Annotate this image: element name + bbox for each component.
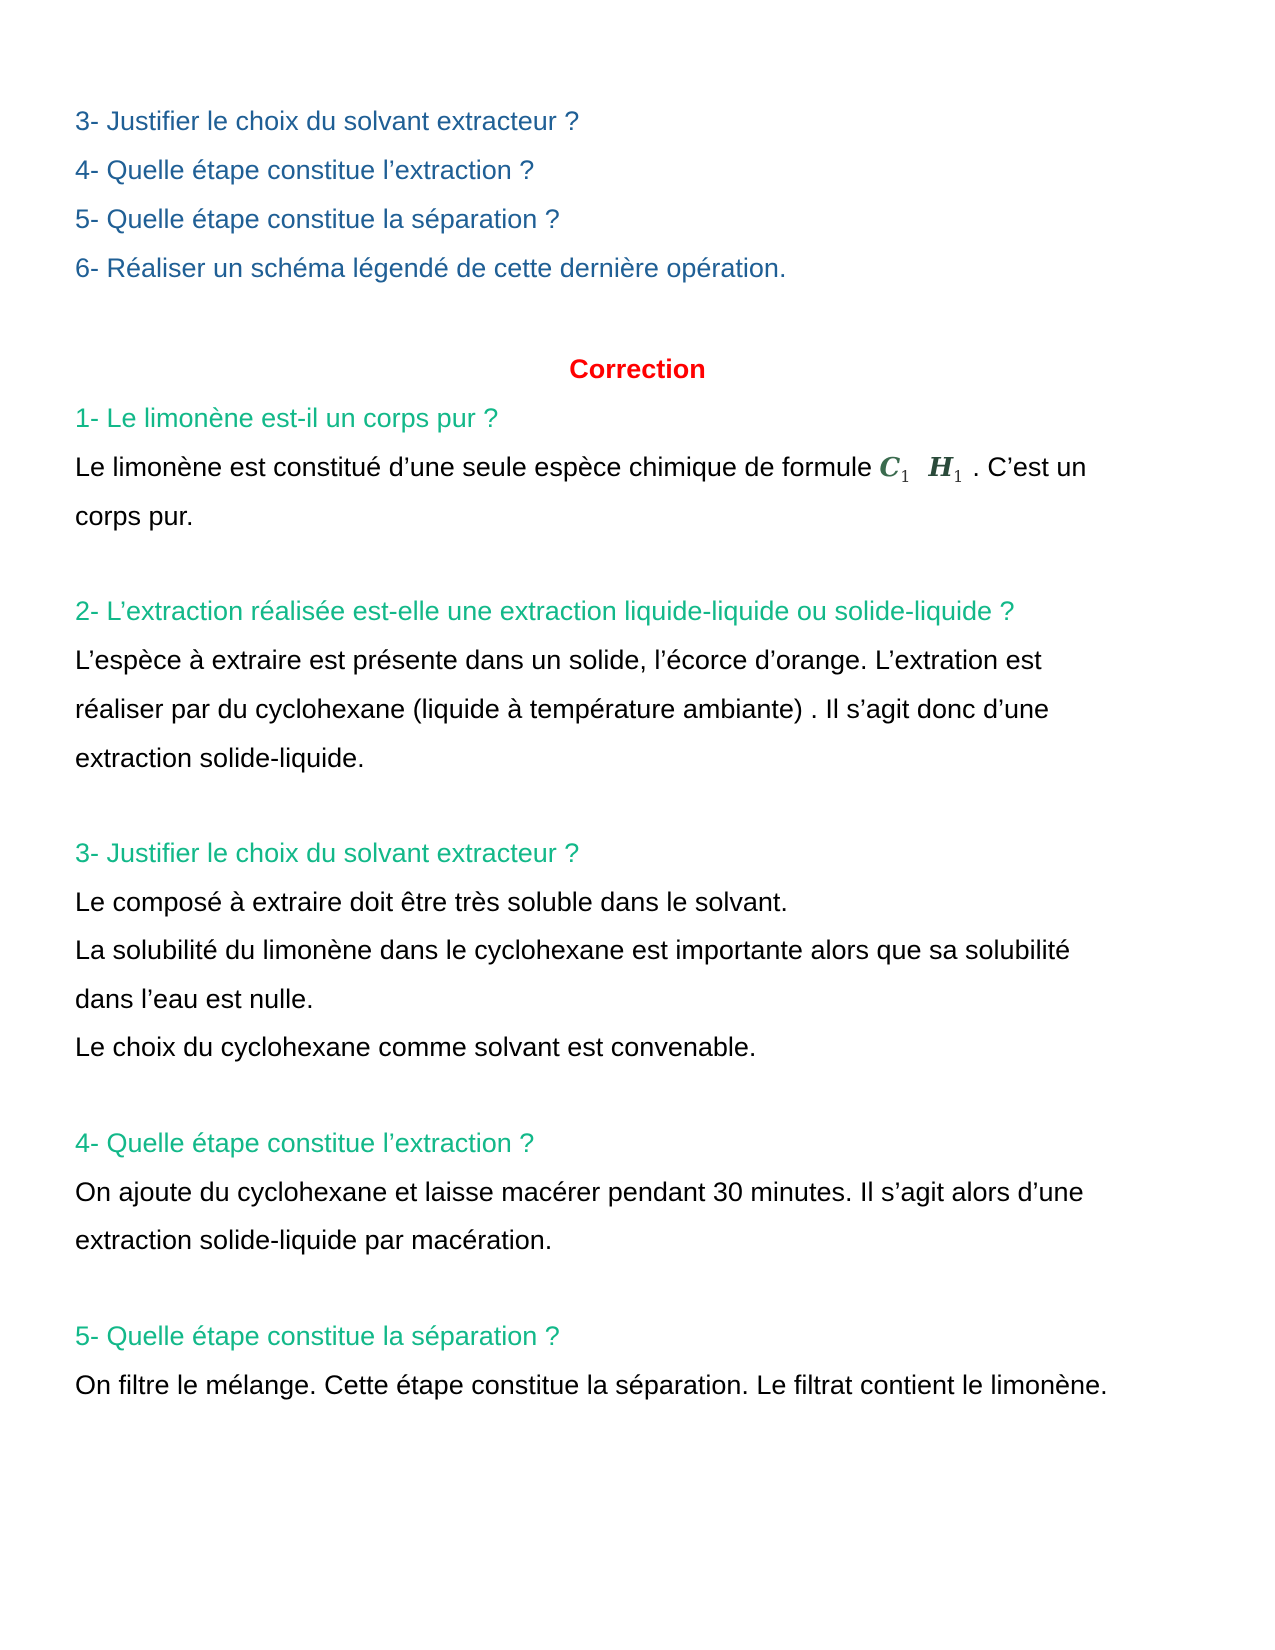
correction-q1-answer-line1 bbox=[75, 450, 1086, 494]
limonene-formula bbox=[879, 453, 973, 487]
q1-answer-text: Le limonène est constitué d’une seule espèce chimique de formule bbox=[75, 452, 872, 482]
correction-title: Correction bbox=[569, 354, 706, 384]
correction-q4-answer-line: extraction solide-liquide par macération. bbox=[75, 1225, 553, 1255]
correction-q5-heading: 5- Quelle étape constitue la séparation ? bbox=[75, 1321, 560, 1351]
correction-q4-heading: 4- Quelle étape constitue l’extraction ? bbox=[75, 1128, 535, 1158]
formula-hydrogen-index: 1 bbox=[953, 467, 964, 487]
question-5: 5- Quelle étape constitue la séparation ? bbox=[75, 204, 560, 234]
formula-hydrogen: H bbox=[928, 453, 954, 483]
formula-carbon: C bbox=[879, 453, 901, 483]
correction-q1-answer-line2: corps pur. bbox=[75, 501, 194, 531]
correction-q2-answer-line: L’espèce à extraire est présente dans un solide, l’écorce d’orange. L’extration est bbox=[75, 645, 1042, 675]
question-3: 3- Justifier le choix du solvant extracteur ? bbox=[75, 106, 580, 136]
q1-answer-text-end: . C’est un bbox=[972, 452, 1087, 482]
correction-q3-answer-line: La solubilité du limonène dans le cyclohexane est importante alors que sa solubilité bbox=[75, 935, 1071, 965]
formula-carbon-index: 1 bbox=[900, 467, 911, 487]
correction-q3-answer-line: Le choix du cyclohexane comme solvant est convenable. bbox=[75, 1032, 757, 1062]
correction-q1-heading: 1- Le limonène est-il un corps pur ? bbox=[75, 403, 499, 433]
correction-q5-answer-line: On filtre le mélange. Cette étape constitue la séparation. Le filtrat contient le limonène. bbox=[75, 1370, 1108, 1400]
correction-q2-heading: 2- L’extraction réalisée est-elle une extraction liquide-liquide ou solide-liquide ? bbox=[75, 596, 1015, 626]
correction-q3-heading: 3- Justifier le choix du solvant extracteur ? bbox=[75, 838, 580, 868]
question-6: 6- Réaliser un schéma légendé de cette dernière opération. bbox=[75, 253, 787, 283]
question-4: 4- Quelle étape constitue l’extraction ? bbox=[75, 155, 535, 185]
correction-q2-answer-line: extraction solide-liquide. bbox=[75, 743, 365, 773]
correction-q4-answer-line: On ajoute du cyclohexane et laisse macérer pendant 30 minutes. Il s’agit alors d’une bbox=[75, 1177, 1084, 1207]
correction-q3-answer-line: Le composé à extraire doit être très soluble dans le solvant. bbox=[75, 887, 788, 917]
correction-q2-answer-line: réaliser par du cyclohexane (liquide à température ambiante) . Il s’agit donc d’une bbox=[75, 694, 1050, 724]
correction-q3-answer-line: dans l’eau est nulle. bbox=[75, 984, 314, 1014]
